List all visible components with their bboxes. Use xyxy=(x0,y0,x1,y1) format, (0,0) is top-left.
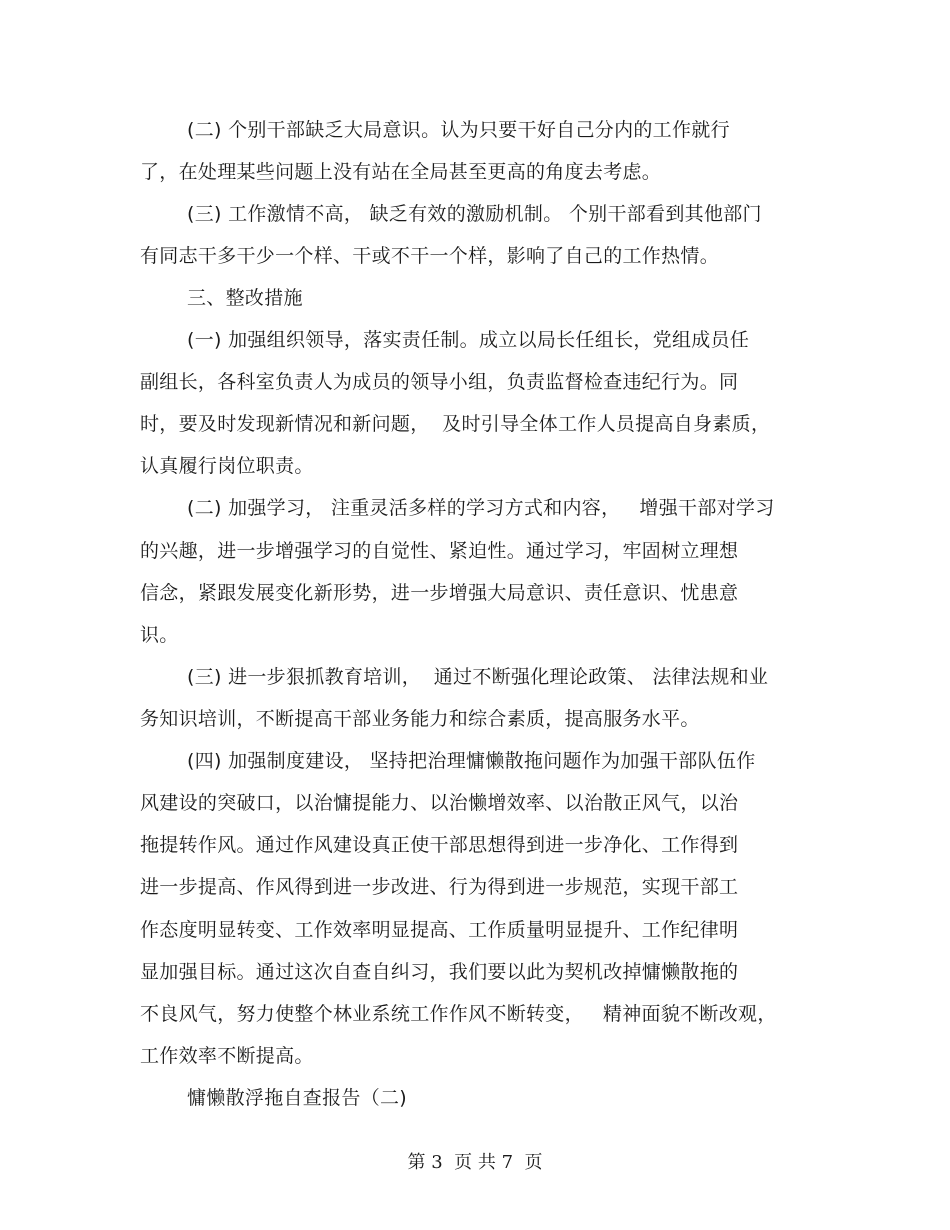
paragraph-line: (三) 进一步狠抓教育培训， 通过不断强化理论政策、 法律法规和业 xyxy=(187,666,769,688)
paragraph-line: 识。 xyxy=(140,624,179,646)
paragraph-line: (四) 加强制度建设， 坚持把治理慵懒散拖问题作为加强干部队伍作 xyxy=(187,750,756,772)
paragraph-line: 认真履行岗位职责。 xyxy=(140,455,314,477)
report-subtitle: 慵懒散浮拖自查报告（二) xyxy=(187,1087,408,1109)
paragraph-line: 了，在处理某些问题上没有站在全局甚至更高的角度去考虑。 xyxy=(140,161,662,183)
paragraph-line: (二) 加强学习， 注重灵活多样的学习方式和内容， 增强干部对学习 xyxy=(187,497,775,519)
section-heading: 三、整改措施 xyxy=(187,287,303,309)
paragraph-line: 不良风气，努力使整个林业系统工作作风不断转变， 精神面貌不断改观， xyxy=(140,1003,777,1025)
paragraph-line: 时，要及时发现新情况和新问题， 及时引导全体工作人员提高自身素质， xyxy=(140,413,771,435)
page-number-footer: 第 3 页 共 7 页 xyxy=(407,1152,543,1173)
paragraph-line: 工作效率不断提高。 xyxy=(140,1045,314,1067)
paragraph-line: 的兴趣，进一步增强学习的自觉性、紧迫性。通过学习，牢固树立理想 xyxy=(140,540,739,562)
paragraph-line: (一) 加强组织领导，落实责任制。成立以局长任组长，党组成员任 xyxy=(187,329,750,351)
paragraph-line: 进一步提高、作风得到进一步改进、行为得到进一步规范，实现干部工 xyxy=(140,876,739,898)
paragraph-line: (二) 个别干部缺乏大局意识。认为只要干好自己分内的工作就行 xyxy=(187,119,730,141)
paragraph-line: 副组长，各科室负责人为成员的领导小组，负责监督检查违纪行为。同 xyxy=(140,371,739,393)
paragraph-line: 作态度明显转变、工作效率明显提高、工作质量明显提升、工作纪律明 xyxy=(140,919,739,941)
paragraph-line: 拖提转作风。通过作风建设真正使干部思想得到进一步净化、工作得到 xyxy=(140,834,739,856)
paragraph-line: 信念，紧跟发展变化新形势，进一步增强大局意识、责任意识、忧患意 xyxy=(140,582,739,604)
paragraph-line: 有同志干多干少一个样、干或不干一个样，影响了自己的工作热情。 xyxy=(140,245,720,267)
paragraph-line: 风建设的突破口，以治慵提能力、以治懒增效率、以治散正风气，以治 xyxy=(140,792,739,814)
paragraph-line: (三) 工作激情不高， 缺乏有效的激励机制。 个别干部看到其他部门 xyxy=(187,203,762,225)
paragraph-line: 务知识培训，不断提高干部业务能力和综合素质，提高服务水平。 xyxy=(140,708,700,730)
paragraph-line: 显加强目标。通过这次自查自纠习，我们要以此为契机改掉慵懒散拖的 xyxy=(140,961,739,983)
